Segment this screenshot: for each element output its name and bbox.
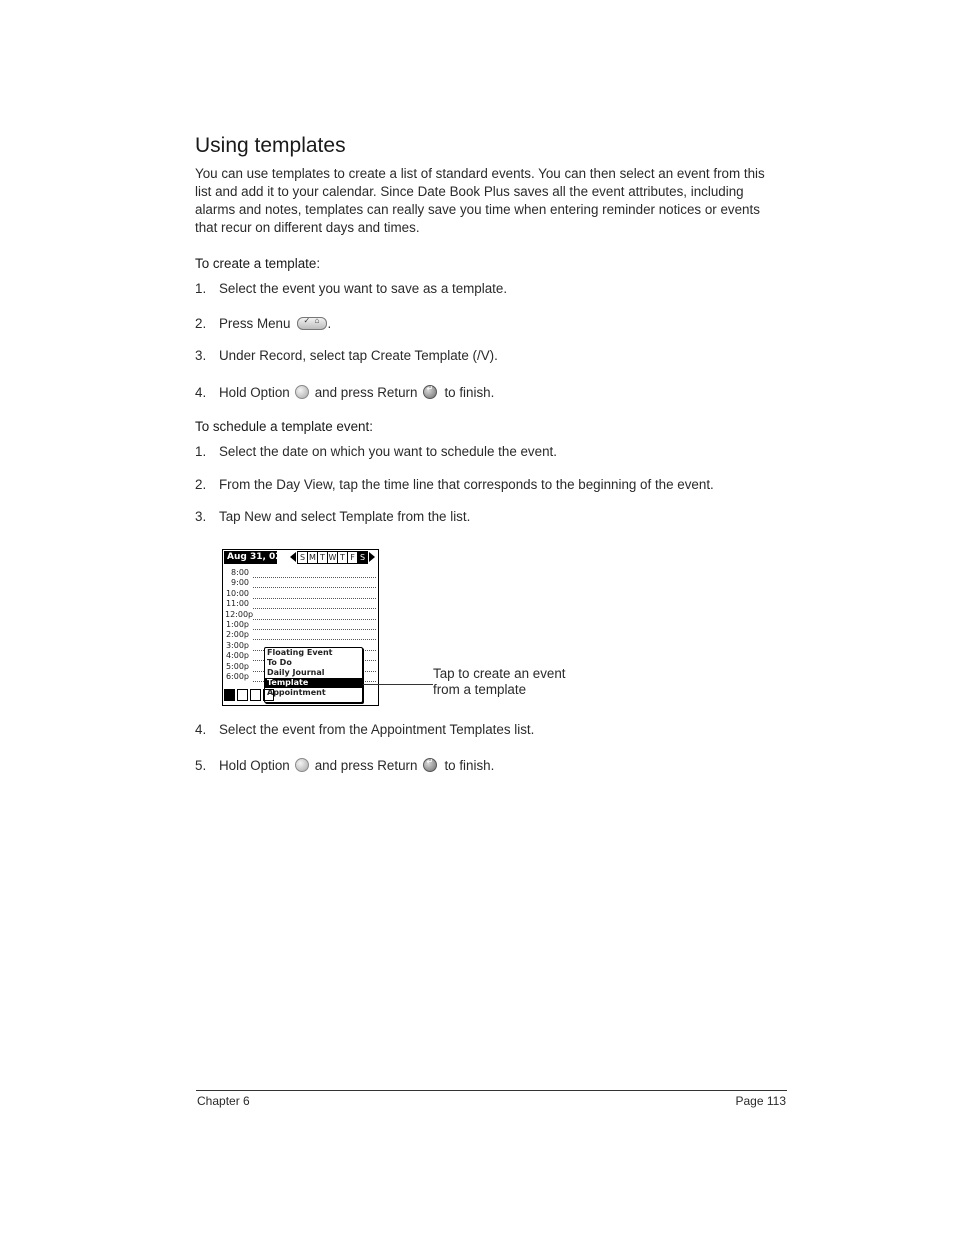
menu-item-template: Template	[265, 678, 362, 688]
weekday: T	[337, 551, 348, 564]
intro-line: that recur on different days and times.	[195, 220, 420, 235]
option-button-icon	[295, 385, 309, 399]
new-event-menu	[264, 647, 363, 703]
step-number: 5.	[195, 757, 207, 773]
step-text: Select the date on which you want to schedule the event.	[219, 443, 557, 459]
step-number: 2.	[195, 476, 207, 492]
step-text: Select the event you want to save as a template.	[219, 280, 508, 296]
time-line	[253, 629, 376, 630]
time-label: 5:00p	[225, 662, 249, 671]
step-text: From the Day View, tap the time line that corresponds to the beginning of the event.	[219, 476, 714, 492]
page-title: Using templates	[195, 134, 346, 157]
create-step-3	[195, 346, 498, 364]
menu-item-daily-journal: Daily Journal	[267, 668, 325, 677]
return-button-icon: ↵	[423, 758, 437, 772]
step-text-after: to finish.	[444, 757, 495, 773]
step-text-mid: and press Return	[314, 757, 418, 773]
footer-page-number: Page 113	[735, 1094, 786, 1108]
schedule-step-1	[195, 442, 557, 460]
time-label: 6:00p	[225, 672, 249, 681]
step-text-after: .	[327, 315, 332, 331]
weekday-selected: S	[357, 551, 368, 564]
time-line	[253, 608, 376, 609]
schedule-template-heading: To schedule a template event:	[195, 419, 373, 434]
callout-line-1: Tap to create an event	[433, 666, 566, 681]
week-view-icon	[237, 689, 248, 701]
list-view-icon	[263, 689, 274, 701]
step-number: 1.	[195, 443, 207, 459]
schedule-step-5	[195, 756, 494, 774]
step-text: Tap New and select Template from the list.	[219, 508, 471, 524]
create-step-4	[195, 383, 494, 401]
schedule-step-4	[195, 720, 534, 738]
intro-line: list and add it to your calendar. Since Date Book Plus saves all the event attributes, including	[195, 184, 744, 199]
schedule-step-3	[195, 507, 470, 525]
time-label: 1:00p	[225, 620, 249, 629]
time-line	[253, 619, 376, 620]
step-number: 1.	[195, 280, 207, 296]
time-line	[253, 639, 376, 640]
menu-item-to-do: To Do	[267, 658, 292, 667]
time-label: 11:00	[225, 599, 249, 608]
option-button-icon	[295, 758, 309, 772]
weekday: F	[347, 551, 358, 564]
step-text-after: to finish.	[444, 384, 495, 400]
footer-chapter: Chapter 6	[197, 1094, 250, 1108]
create-step-2	[195, 314, 331, 332]
prev-week-arrow-icon	[290, 552, 296, 562]
time-label: 8:00	[231, 568, 249, 577]
time-label: 9:00	[231, 578, 249, 587]
date-label: Aug 31, 02	[224, 551, 277, 564]
step-text-mid: and press Return	[314, 384, 418, 400]
month-view-icon	[250, 689, 261, 701]
time-line	[253, 598, 376, 599]
time-label: 4:00p	[225, 651, 249, 660]
day-view-icon	[224, 689, 235, 701]
create-step-1	[195, 279, 507, 297]
day-view-screenshot	[222, 549, 379, 706]
schedule-step-2	[195, 475, 714, 493]
view-buttons	[224, 689, 274, 701]
weekday: W	[328, 553, 337, 562]
step-number: 3.	[195, 347, 207, 363]
weekday: T	[317, 551, 328, 564]
weekday: M	[307, 551, 318, 564]
step-text: Under Record, select tap Create Template (/V).	[219, 347, 498, 363]
footer-rule	[196, 1090, 787, 1091]
callout-text	[433, 666, 566, 698]
next-week-arrow-icon	[369, 552, 375, 562]
time-line	[253, 577, 376, 578]
create-template-heading: To create a template:	[195, 256, 321, 271]
step-number: 3.	[195, 508, 207, 524]
intro-line: alarms and notes, templates can really save you time when entering reminder notices or events	[195, 202, 760, 217]
weekday: S	[297, 551, 308, 564]
weekday-selector	[298, 551, 368, 563]
return-button-icon: ↵	[423, 385, 437, 399]
menu-item-appointment: Appointment	[267, 688, 326, 697]
intro-line: You can use templates to create a list of standard events. You can then select an event from this	[195, 166, 765, 181]
menu-item-floating-event: Floating Event	[267, 648, 333, 657]
step-number: 4.	[195, 384, 207, 400]
time-label: 12:00p	[225, 610, 254, 619]
step-text: Hold Option	[219, 384, 290, 400]
step-number: 4.	[195, 721, 207, 737]
time-label: 2:00p	[225, 630, 249, 639]
step-number: 2.	[195, 315, 207, 331]
time-label: 10:00	[225, 589, 249, 598]
step-text: Select the event from the Appointment Templates list.	[219, 721, 535, 737]
step-text: Hold Option	[219, 757, 290, 773]
menu-button-icon: ✓ ⌂	[297, 317, 327, 330]
time-label: 3:00p	[225, 641, 249, 650]
step-text: Press Menu	[219, 315, 291, 331]
intro-paragraph	[195, 165, 787, 237]
callout-line-2: from a template	[433, 682, 527, 697]
time-line	[253, 587, 376, 588]
callout-leader-line	[363, 684, 433, 685]
